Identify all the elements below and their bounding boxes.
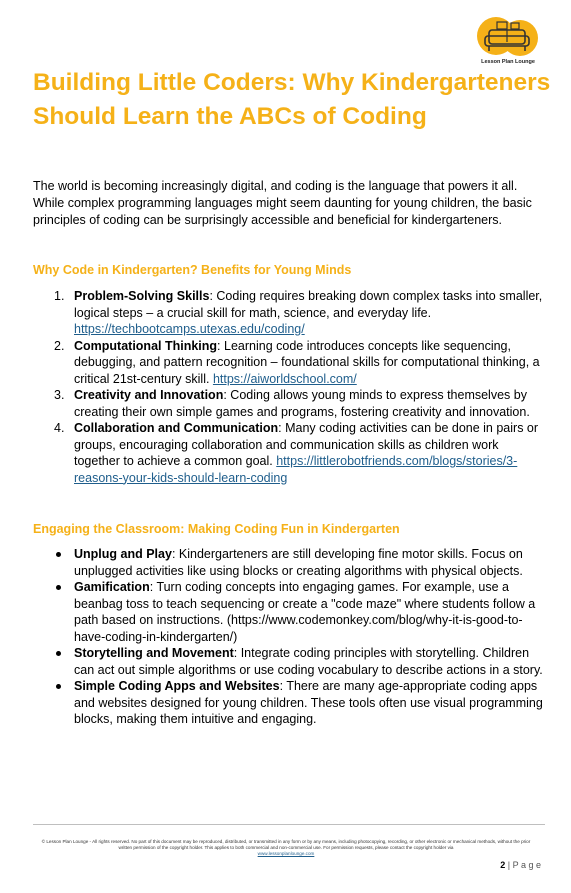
- list-item-term: Creativity and Innovation: [74, 388, 224, 402]
- page-number: [500, 860, 541, 870]
- list-item-term: Gamification: [74, 580, 150, 594]
- list-item-text: : Turn coding concepts into engaging games. For example, use a beanbag toss to teach sequencing or create a "code maze" where students follow a path based on instructions. (https://www.codemonkey.com/blog/why-it-is-good-to-have-coding-in-kindergarten/): [74, 580, 536, 644]
- list-item-text: : Many coding activities can be done in pairs or groups, encouraging collaboration and communication skills as children work together to achieve a common goal.: [74, 421, 539, 468]
- benefits-list: [74, 288, 544, 486]
- footer-divider: [33, 824, 545, 825]
- copyright-text: © Lesson Plan Lounge - All rights reserved. No part of this document may be reproduced, distributed, or transmitted in any form or by any means, including photocopying, recording, or other electronic or mechanical methods, without the prior written permission of the copyright holder. This applies to both commercial and non-commercial use. For permission requests, please contact the copyright holder via: [41, 839, 531, 850]
- list-item: [74, 387, 544, 420]
- page-number-value: 2: [500, 860, 506, 870]
- list-item-term: Computational Thinking: [74, 338, 218, 353]
- source-link[interactable]: https://littlerobotfriends.com/blogs/stories/3-reasons-your-kids-should-learn-coding: [74, 454, 518, 485]
- list-item-term: Unplug and Play: [74, 547, 172, 561]
- lesson-plan-lounge-logo: [474, 14, 542, 70]
- list-item-term: Storytelling and Movement: [74, 646, 234, 660]
- footer-link[interactable]: www.lessonplanlounge.com: [257, 851, 315, 856]
- section-heading-classroom: Engaging the Classroom: Making Coding Fun in Kindergarten: [33, 522, 400, 536]
- list-item: [74, 645, 544, 678]
- list-item-term: Simple Coding Apps and Websites: [74, 679, 280, 693]
- list-item: [74, 288, 544, 338]
- list-item: [74, 338, 544, 388]
- classroom-list: [74, 546, 544, 728]
- section-heading-benefits: Why Code in Kindergarten? Benefits for Young Minds: [33, 263, 352, 277]
- intro-paragraph: The world is becoming increasingly digital, and coding is the language that powers it all. While complex programming languages might seem daunting for young children, the basic principles of coding can be surprisingly accessible and beneficial for kindergarteners.: [33, 179, 532, 227]
- sofa-logo-icon: [474, 14, 542, 60]
- logo-text: Lesson Plan Lounge: [481, 59, 535, 65]
- list-item-term: Collaboration and Communication: [74, 421, 279, 435]
- list-item-text: : Integrate coding principles with storytelling. Children can act out simple algorithms or use coding vocabulary to describe actions in a story.: [74, 646, 543, 677]
- list-item: [74, 678, 544, 728]
- list-item: [74, 579, 544, 645]
- list-item: [74, 546, 544, 579]
- list-item-text: : Coding allows young minds to express themselves by creating their own simple games and programs, fostering creativity and innovation.: [74, 388, 530, 419]
- list-item-text: : Kindergarteners are still developing fine motor skills. Focus on unplugged activities like using blocks or creating algorithms with physical objects.: [74, 547, 523, 578]
- copyright-footer: [36, 839, 536, 857]
- list-item: [74, 420, 544, 486]
- source-link[interactable]: https://techbootcamps.utexas.edu/coding/: [74, 322, 305, 336]
- list-item-text: : Learning code introduces concepts like sequencing, debugging, and pattern recognition – foundational skills for computational thinking, a critical 21st-century skill.: [74, 338, 540, 386]
- page-label: | P a g e: [507, 860, 541, 870]
- source-link[interactable]: https://aiworldschool.com/: [212, 371, 357, 386]
- list-item-text: : There are many age-appropriate coding apps and websites designed for young children. These tools often use visual programming blocks, making them intuitive and engaging.: [74, 679, 543, 726]
- list-item-term: Problem-Solving Skills: [74, 289, 210, 303]
- list-item-text: : Coding requires breaking down complex tasks into smaller, logical steps – a crucial skill for math, science, and everyday life.: [74, 289, 543, 320]
- page-title: Building Little Coders: Why Kindergarteners Should Learn the ABCs of Coding: [33, 69, 551, 130]
